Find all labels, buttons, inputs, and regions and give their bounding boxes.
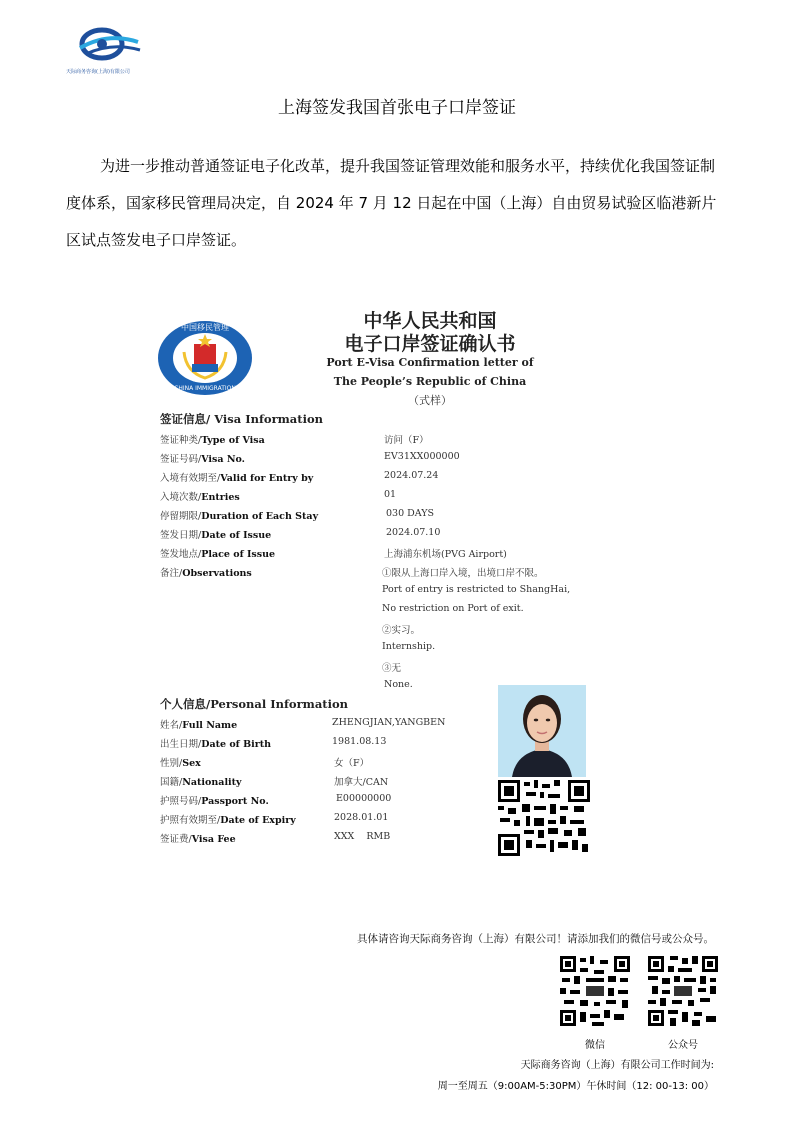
personal-row-value: 1981.08.13 xyxy=(332,736,387,747)
visa-row-value: 01 xyxy=(384,489,397,500)
personal-row-label-cn: 性别/ xyxy=(160,758,183,769)
wechat-qr-code xyxy=(560,956,630,1026)
letter-title-cn-line1: 中华人民共和国 xyxy=(363,310,497,332)
personal-row-label xyxy=(160,793,269,807)
visa-row-value: 上海浦东机场(PVG Airport) xyxy=(384,549,507,560)
observation-line: None. xyxy=(384,679,413,690)
personal-row-value: ZHENGJIAN,YANGBEN xyxy=(332,717,446,728)
letter-title-en-line1: Port E-Visa Confirmation letter of xyxy=(326,356,534,369)
personal-row-label-cn: 出生日期/ xyxy=(160,739,202,750)
personal-row-label xyxy=(160,755,201,769)
letter-title-en-line2: The People’s Republic of China xyxy=(333,375,527,388)
visa-row-label xyxy=(160,470,313,484)
letter-title-cn-line2: 电子口岸签证确认书 xyxy=(344,333,516,355)
personal-row-label-cn: 姓名/ xyxy=(160,720,183,731)
visa-row-label-cn: 备注/ xyxy=(160,568,183,579)
visa-row-label xyxy=(160,432,265,446)
personal-row-label-cn: 国籍/ xyxy=(160,777,183,788)
visa-row-label xyxy=(160,489,240,503)
visa-row-value: EV31XX000000 xyxy=(384,451,460,462)
personal-row-label-en: Date of Birth xyxy=(201,739,272,750)
personal-row-label-cn: 签证费/ xyxy=(160,834,192,845)
visa-row-label-en: Type of Visa xyxy=(201,435,265,446)
personal-info-header: 个人信息/Personal Information xyxy=(160,697,348,711)
visa-row-label xyxy=(160,451,245,465)
visa-row-label-en: Place of Issue xyxy=(201,549,276,560)
emblem-bottom-text: CHINA IMMIGRATION xyxy=(174,385,236,392)
personal-row-label xyxy=(160,717,237,731)
wechat-qr-label: 微信 xyxy=(585,1040,605,1051)
visa-row-label-en: Duration of Each Stay xyxy=(201,511,319,522)
visa-row-label-en: Observations xyxy=(182,568,252,579)
visa-row-value: 访问（F） xyxy=(384,435,429,446)
visa-row-label-en: Valid for Entry by xyxy=(220,473,314,484)
visa-row-value: 2024.07.10 xyxy=(386,527,441,538)
contact-text: 具体请咨询天际商务咨询（上海）有限公司！请添加我们的微信号或公众号。 xyxy=(357,933,714,945)
visa-row-label-cn: 停留期限/ xyxy=(160,511,202,522)
public-account-qr-label: 公众号 xyxy=(668,1040,698,1051)
visa-row-label-cn: 签发地点/ xyxy=(160,549,202,560)
visa-row-label-cn: 入境次数/ xyxy=(160,492,202,503)
visa-row-label-cn: 签证种类/ xyxy=(160,435,202,446)
visa-row-label-en: Visa No. xyxy=(201,454,245,465)
letter-title-cn xyxy=(300,310,560,356)
sample-mark: （式样） xyxy=(408,394,452,407)
visa-row-label xyxy=(160,527,271,541)
personal-row-label-en: Passport No. xyxy=(201,796,269,807)
emblem-top-text: 中国移民管理 xyxy=(181,323,229,332)
working-hours-detail: 周一至周五（9:00AM-5:30PM）午休时间（12: 00-13: 00） xyxy=(437,1081,714,1092)
personal-row-value: 2028.01.01 xyxy=(334,812,389,823)
personal-row-value: 女（F） xyxy=(334,758,370,769)
china-immigration-emblem xyxy=(156,320,254,396)
visa-info-header: 签证信息/ Visa Information xyxy=(160,412,323,426)
visa-row-label xyxy=(160,546,275,560)
visa-row-label-cn: 入境有效期至/ xyxy=(160,473,221,484)
observation-line: Port of entry is restricted to ShangHai, xyxy=(382,584,571,595)
personal-row-label-cn: 护照有效期至/ xyxy=(160,815,221,826)
article-paragraph: 为进一步推动普通签证电子化改革，提升我国签证管理效能和服务水平，持续优化我国签证制度体系，国家移民管理局决定，自 2024 年 7 月 12 日起在中国（上海）自由贸易试验区临港新片区试点签发电子口岸签证。 xyxy=(66,157,717,249)
personal-row-label-en: Full Name xyxy=(182,720,238,731)
personal-row-label-en: Date of Expiry xyxy=(220,815,296,826)
letter-title-en xyxy=(300,353,560,391)
company-logo-caption: 天际商务咨询(上海)有限公司 xyxy=(66,69,130,75)
personal-row-label-cn: 护照号码/ xyxy=(160,796,202,807)
personal-row-label xyxy=(160,831,236,845)
observation-line: No restriction on Port of exit. xyxy=(382,603,524,614)
visa-row-value: 2024.07.24 xyxy=(384,470,439,481)
observation-line: ③无 xyxy=(382,663,402,674)
personal-row-label xyxy=(160,774,242,788)
visa-row-value: 030 DAYS xyxy=(386,508,435,519)
applicant-photo xyxy=(498,685,586,777)
observation-line: ②实习。 xyxy=(382,625,421,636)
personal-row-value: E00000000 xyxy=(336,793,392,804)
visa-row-value: ①限从上海口岸入境，出境口岸不限。 xyxy=(382,568,544,579)
personal-row-label xyxy=(160,736,271,750)
observation-line: Internship. xyxy=(382,641,436,652)
visa-row-label xyxy=(160,508,318,522)
personal-row-label-en: Sex xyxy=(182,758,201,769)
personal-row-label-en: Nationality xyxy=(182,777,242,788)
visa-row-label xyxy=(160,565,252,579)
visa-row-label-en: Date of Issue xyxy=(201,530,272,541)
working-hours-title: 天际商务咨询（上海）有限公司工作时间为: xyxy=(520,1060,714,1071)
visa-row-label-cn: 签证号码/ xyxy=(160,454,202,465)
personal-row-value: XXX RMB xyxy=(334,831,391,842)
personal-row-value: 加拿大/CAN xyxy=(334,777,389,788)
visa-row-label-en: Entries xyxy=(201,492,240,503)
article-title: 上海签发我国首张电子口岸签证 xyxy=(278,98,516,118)
personal-row-label xyxy=(160,812,296,826)
visa-row-label-cn: 签发日期/ xyxy=(160,530,202,541)
visa-qr-code xyxy=(498,780,590,856)
public-account-qr-code xyxy=(648,956,718,1026)
personal-row-label-en: Visa Fee xyxy=(191,834,236,845)
